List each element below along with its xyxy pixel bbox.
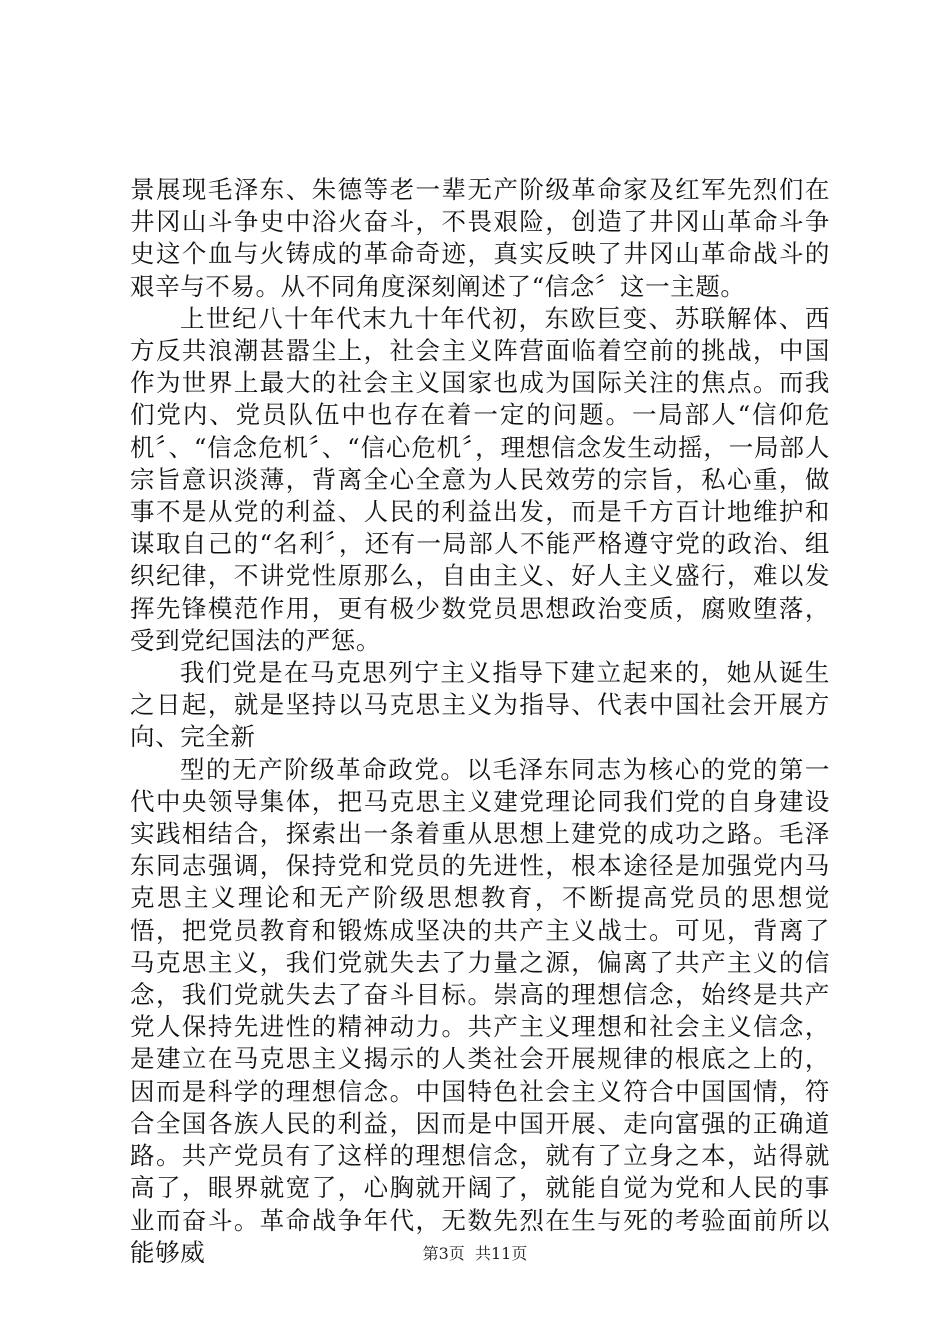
page-number: 第3页 xyxy=(422,1244,465,1263)
paragraph-1: 景展现毛泽东、朱德等老一辈无产阶级革命家及红军先烈们在井冈山斗争史中浴火奋斗，不畏艰险，创造了井冈山革命斗争史这个血与火铸成的革命奇迹，真实反映了井冈山革命战斗的艰辛与不易。从不同角度深刻阐述了“信念〞这一主题。 xyxy=(130,175,830,301)
paragraph-3: 我们党是在马克思列宁主义指导下建立起来的，她从诞生之日起，就是坚持以马克思主义为指导、代表中国社会开展方向、完全新 xyxy=(130,658,830,752)
page-footer xyxy=(0,1244,950,1264)
paragraph-4: 型的无产阶级革命政党。以毛泽东同志为核心的党的第一代中央领导集体，把马克思主义建党理论同我们党的自身建设实践相结合，探索出一条着重从思想上建党的成功之路。毛泽东同志强调，保持党和党员的先进性，根本途径是加强党内马克思主义理论和无产阶级思想教育，不断提高党员的思想觉悟，把党员教育和锻炼成坚决的共产主义战士。可见，背离了马克思主义，我们党就失去了力量之源，偏离了共产主义的信念，我们党就失去了奋斗目标。崇高的理想信念，始终是共产党人保持先进性的精神动力。共产主义理想和社会主义信念，是建立在马克思主义揭示的人类社会开展规律的根底之上的，因而是科学的理想信念。中国特色社会主义符合中国国情，符合全国各族人民的利益，因而是中国开展、走向富强的正确道路。共产党员有了这样的理想信念，就有了立身之本，站得就高了，眼界就宽了，心胸就开阔了，就能自觉为党和人民的事业而奋斗。革命战争年代，无数先烈在生与死的考验面前所以能够威 xyxy=(130,754,830,1267)
paragraph-2: 上世纪八十年代末九十年代初，东欧巨变、苏联解体、西方反共浪潮甚嚣尘上，社会主义阵营面临着空前的挑战，中国作为世界上最大的社会主义国家也成为国际关注的焦点。而我们党内、党员队伍中也存在着一定的问题。一局部人“信仰危机〞、“信念危机〞、“信心危机〞，理想信念发生动摇，一局部人宗旨意识淡薄，背离全心全意为人民效劳的宗旨，私心重，做事不是从党的利益、人民的利益出发，而是千方百计地维护和谋取自己的“名利〞，还有一局部人不能严格遵守党的政治、组织纪律，不讲党性原那么，自由主义、好人主义盛行，难以发挥先锋模范作用，更有极少数党员思想政治变质，腐败堕落，受到党纪国法的严惩。 xyxy=(130,303,830,655)
total-pages: 共11页 xyxy=(474,1244,528,1263)
footer-separator xyxy=(465,1244,475,1263)
document-body xyxy=(130,174,830,1269)
